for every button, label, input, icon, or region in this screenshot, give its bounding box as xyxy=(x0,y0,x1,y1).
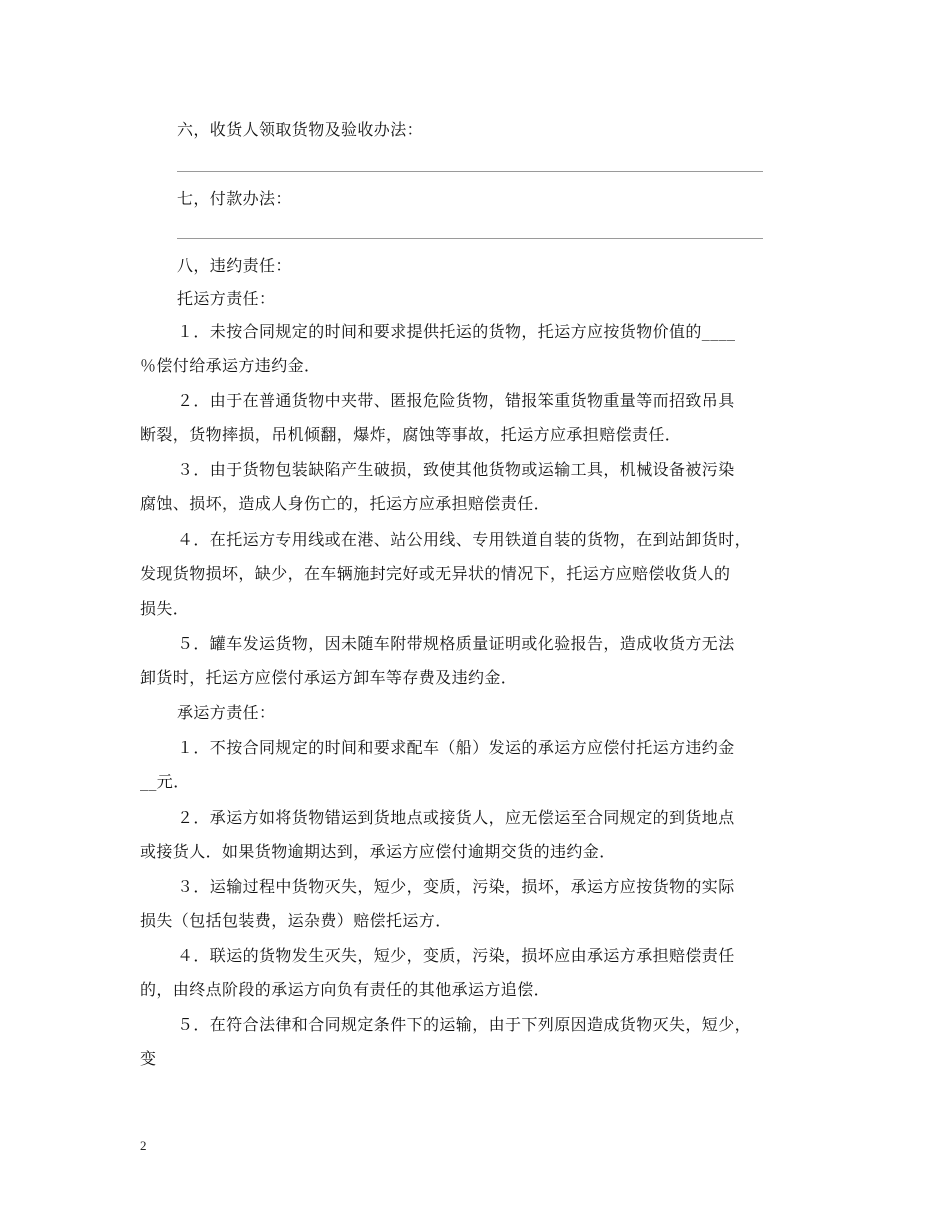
shipper-item-5-line-2: 卸货时，托运方应偿付承运方卸车等存费及违约金． xyxy=(140,668,518,687)
blank-fill-line xyxy=(177,171,763,172)
section-6-heading: 六，收货人领取货物及验收办法： xyxy=(177,120,424,139)
carrier-item-2-line-1: ２．承运方如将货物错运到货地点或接货人，应无偿运至合同规定的到货地点 xyxy=(177,808,735,827)
shipper-item-4-line-1: ４．在托运方专用线或在港、站公用线、专用铁道自装的货物，在到站卸货时， xyxy=(177,530,752,549)
blank-fill-line xyxy=(177,238,763,239)
shipper-item-3-line-1: ３．由于货物包装缺陷产生破损，致使其他货物或运输工具，机械设备被污染 xyxy=(177,460,735,479)
shipper-item-2-line-2: 断裂，货物摔损，吊机倾翻，爆炸，腐蚀等事故，托运方应承担赔偿责任． xyxy=(140,425,682,444)
section-8-heading: 八，违约责任： xyxy=(177,256,292,275)
carrier-item-5-line-2: 变 xyxy=(140,1049,157,1068)
shipper-item-3-line-2: 腐蚀、损坏，造成人身伤亡的，托运方应承担赔偿责任． xyxy=(140,494,551,513)
section-7-heading: 七，付款办法： xyxy=(177,189,292,208)
shipper-responsibility-heading: 托运方责任： xyxy=(177,289,276,308)
carrier-responsibility-heading: 承运方责任： xyxy=(177,703,276,722)
carrier-item-1-line-2: __元． xyxy=(140,772,190,791)
shipper-item-4-line-3: 损失． xyxy=(140,599,190,618)
carrier-item-4-line-2: 的，由终点阶段的承运方向负有责任的其他承运方追偿． xyxy=(140,980,551,999)
carrier-item-5-line-1: ５．在符合法律和合同规定条件下的运输，由于下列原因造成货物灭失，短少， xyxy=(177,1015,752,1034)
carrier-item-1-line-1: １．不按合同规定的时间和要求配车（船）发运的承运方应偿付托运方违约金 xyxy=(177,738,735,757)
shipper-item-1-line-1: １．未按合同规定的时间和要求提供托运的货物，托运方应按货物价值的____ xyxy=(177,322,736,341)
shipper-item-1-line-2: ％偿付给承运方违约金． xyxy=(140,356,321,375)
carrier-item-4-line-1: ４．联运的货物发生灭失，短少，变质，污染，损坏应由承运方承担赔偿责任 xyxy=(177,946,735,965)
carrier-item-2-line-2: 或接货人．如果货物逾期达到，承运方应偿付逾期交货的违约金． xyxy=(140,842,616,861)
shipper-item-5-line-1: ５．罐车发运货物，因未随车附带规格质量证明或化验报告，造成收货方无法 xyxy=(177,634,735,653)
shipper-item-2-line-1: ２．由于在普通货物中夹带、匿报危险货物，错报笨重货物重量等而招致吊具 xyxy=(177,391,735,410)
page-number: 2 xyxy=(140,1138,147,1153)
carrier-item-3-line-2: 损失（包括包装费，运杂费）赔偿托运方． xyxy=(140,911,452,930)
carrier-item-3-line-1: ３．运输过程中货物灭失，短少，变质，污染，损坏，承运方应按货物的实际 xyxy=(177,877,735,896)
shipper-item-4-line-2: 发现货物损坏，缺少，在车辆施封完好或无异状的情况下，托运方应赔偿收货人的 xyxy=(140,564,731,583)
